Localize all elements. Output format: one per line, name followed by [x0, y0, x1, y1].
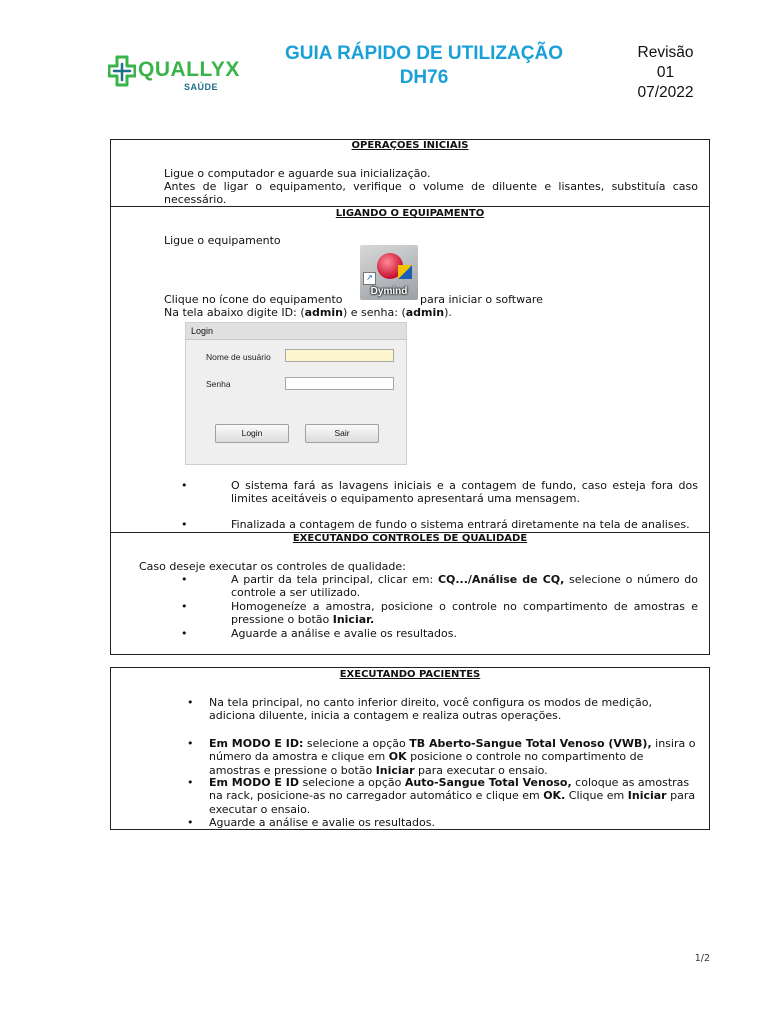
section-title-quality-control: EXECUTANDO CONTROLES DE QUALIDADE	[292, 533, 528, 544]
credentials-text: ) e senha: (	[343, 306, 406, 319]
qc-text: A partir da tela principal, clicar em:	[231, 573, 438, 586]
qc-start-button-name: Iniciar.	[332, 613, 375, 627]
patients-text: Clique em	[565, 789, 628, 803]
logo-subtitle: SAÚDE	[184, 82, 219, 92]
start-button-name: Iniciar	[627, 789, 667, 803]
shortcut-arrow-icon: ↗	[363, 272, 376, 285]
ok-button-name: OK.	[543, 789, 566, 803]
doc-title-line1: GUIA RÁPIDO DE UTILIZAÇÃO	[285, 43, 563, 64]
bullet-icon: •	[181, 600, 188, 613]
sec2-click-text-b: para iniciar o software	[420, 293, 543, 306]
qc-menu-path: CQ.../Análise de CQ,	[437, 573, 565, 586]
ok-button-name: OK	[388, 750, 407, 764]
patients-text: insira o número da amostra e clique em	[209, 737, 696, 764]
bullet-icon: •	[187, 816, 194, 829]
bullet-icon: •	[181, 479, 188, 492]
dymind-icon-label: Dymind	[370, 286, 408, 297]
credentials-text: ).	[444, 306, 452, 319]
section-title-patients: EXECUTANDO PACIENTES	[339, 669, 481, 680]
patients-text: selecione a opção	[298, 776, 405, 789]
section-title-initial-operations: OPERAÇOES INICIAIS	[351, 140, 469, 151]
bullet-icon: •	[181, 518, 188, 531]
bullet-icon: •	[187, 737, 194, 750]
sec2-click-text-a: Clique no ícone do equipamento	[164, 293, 343, 306]
page-number: 1/2	[694, 953, 710, 964]
credentials-text: Na tela abaixo digite ID: (	[164, 306, 305, 319]
sec4-bullet3	[209, 776, 697, 816]
sec2-credentials-line	[164, 306, 452, 319]
password-input[interactable]	[285, 377, 394, 390]
start-button-name: Iniciar	[375, 763, 415, 777]
patients-text: posicione o controle no compartimento de amostras e pressione o botão	[209, 750, 644, 777]
sec2-bullet1: O sistema fará as lavagens iniciais e a contagem de fundo, caso esteja fora dos limites aceitáveis o equipamento apresentará uma mensagem.	[231, 479, 698, 506]
username-input[interactable]	[285, 349, 394, 362]
revision-label: Revisão	[637, 44, 694, 61]
login-dialog-title: Login	[186, 323, 406, 340]
credentials-password: admin	[405, 306, 445, 319]
quallyx-logo	[108, 52, 238, 96]
bullet-icon: •	[181, 573, 188, 586]
sec3-bullet2	[231, 600, 698, 627]
sec2-bullet2: Finalizada a contagem de fundo o sistema entrará diretamente na tela de analises.	[231, 518, 690, 531]
credentials-id: admin	[304, 306, 343, 319]
patients-text: selecione a opção	[303, 737, 410, 750]
sec1-line1: Ligue o computador e aguarde sua inicialização.	[164, 167, 431, 180]
exit-button[interactable]: Sair	[305, 424, 379, 443]
doc-title-line2: DH76	[399, 67, 449, 88]
sec4-bullet2	[209, 737, 697, 777]
qc-text: Homogeneíze a amostra, posicione o controle no compartimento de amostras e pressione o botão	[231, 600, 698, 627]
mode-label: Em MODO E ID:	[209, 737, 304, 750]
password-label: Senha	[206, 379, 231, 389]
bullet-icon: •	[181, 627, 188, 640]
patients-text: coloque as amostras na rack, posicione-as no carregador automático e clique em	[209, 776, 690, 803]
option-name: TB Aberto-Sangue Total Venoso (VWB),	[409, 737, 652, 750]
bullet-icon: •	[187, 776, 194, 789]
bullet-icon: •	[187, 696, 194, 709]
sec4-bullet1: Na tela principal, no canto inferior direito, você configura os modos de medição, adiciona diluente, inicia a contagem e realiza outras operações.	[209, 696, 652, 723]
sec2-line1: Ligue o equipamento	[164, 234, 281, 247]
sec3-bullet3: Aguarde a análise e avalie os resultados.	[231, 627, 457, 640]
dymind-accent-icon	[398, 265, 412, 279]
login-button[interactable]: Login	[215, 424, 289, 443]
revision-number: 01	[656, 64, 675, 81]
sec3-bullet1	[231, 573, 698, 600]
username-label: Nome de usuário	[206, 352, 271, 362]
revision-date: 07/2022	[637, 84, 694, 101]
patients-text: para executar o ensaio.	[414, 763, 548, 777]
sec3-intro: Caso deseje executar os controles de qualidade:	[139, 560, 406, 573]
medical-cross-icon	[108, 54, 136, 94]
option-name: Auto-Sangue Total Venoso,	[404, 776, 572, 789]
divider	[110, 206, 710, 207]
mode-label: Em MODO E ID	[209, 776, 299, 789]
sec4-bullet4: Aguarde a análise e avalie os resultados.	[209, 816, 435, 829]
patients-text: para executar o ensaio.	[209, 789, 696, 816]
section-title-turning-on: LIGANDO O EQUIPAMENTO	[335, 208, 485, 219]
logo-wordmark: QUALLYX	[138, 58, 240, 81]
qc-text: selecione o número do controle a ser utilizado.	[231, 573, 699, 600]
dymind-app-icon[interactable]	[360, 245, 418, 300]
sec1-line2: Antes de ligar o equipamento, verifique o volume de diluente e lisantes, substituía caso necessário.	[164, 180, 698, 207]
login-dialog	[185, 322, 407, 465]
